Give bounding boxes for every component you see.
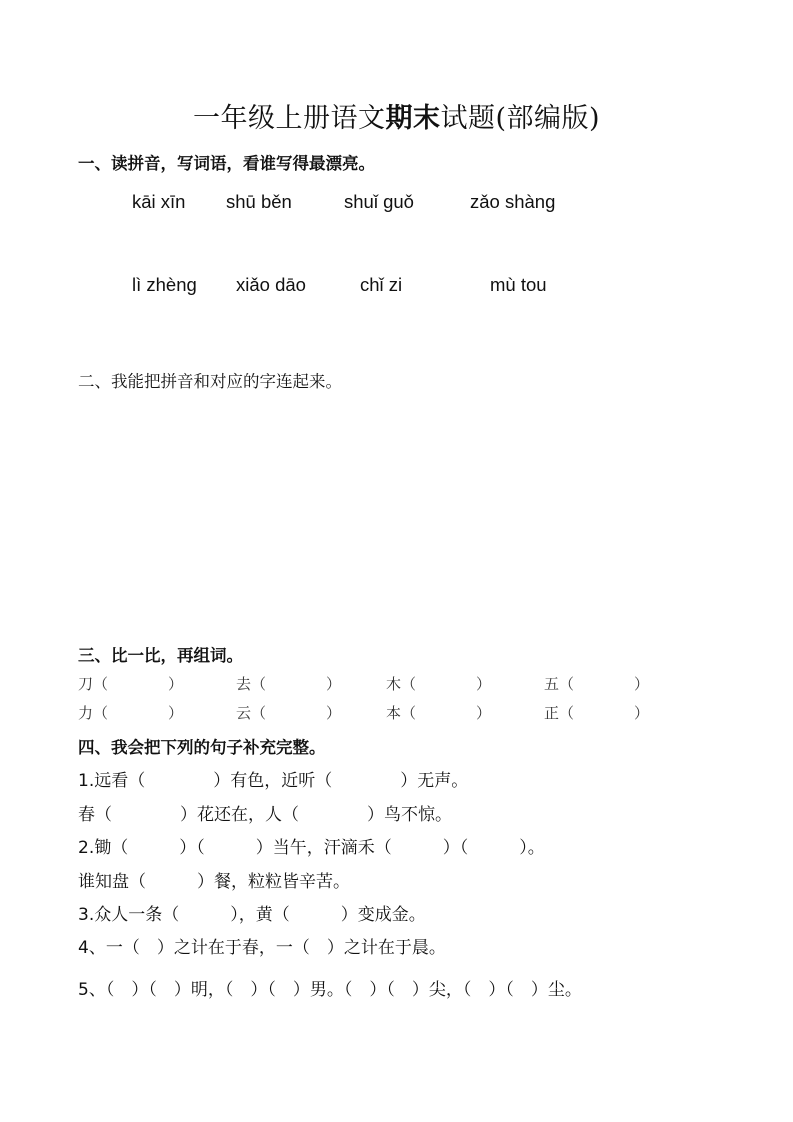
- fill-line-6: 4、一（ ）之计在于春，一（ ）之计在于晨。: [78, 938, 446, 958]
- fill-line-5: 3.众人一条（ ），黄（ ）变成金。: [78, 905, 426, 925]
- pinyin-shui-guo: shuǐ guǒ: [344, 191, 414, 212]
- pinyin-shu-ben: shū běn: [226, 191, 292, 212]
- section3-heading: 三、比一比，再组词。: [78, 646, 243, 665]
- fill-line-7: 5、（ ）（ ）明，（ ）（ ）男。（ ）（ ）尖，（ ）（ ）尘。: [78, 980, 582, 1000]
- pinyin-zao-shang: zǎo shàng: [470, 191, 556, 212]
- compare-item-ben: 本（ ）: [386, 704, 492, 722]
- compare-item-wu: 五（ ）: [544, 675, 650, 693]
- pinyin-kai-xin: kāi xīn: [132, 191, 186, 212]
- compare-item-yun: 云（ ）: [236, 704, 342, 722]
- pinyin-li-zheng: lì zhèng: [132, 274, 197, 295]
- pinyin-chi-zi: chǐ zi: [360, 274, 403, 295]
- compare-item-mu: 木（ ）: [386, 675, 492, 693]
- fill-line-2: 春（ ）花还在，人（ ）鸟不惊。: [78, 805, 452, 825]
- pinyin-xiao-dao: xiǎo dāo: [236, 274, 306, 295]
- compare-item-zheng: 正（ ）: [544, 704, 650, 722]
- title-part1: 一年级上册语文: [192, 103, 386, 134]
- fill-line-4: 谁知盘（ ）餐，粒粒皆辛苦。: [78, 872, 350, 892]
- section4-heading: 四、我会把下列的句子补充完整。: [78, 738, 326, 757]
- title-part3: 试题(部编版): [440, 103, 601, 134]
- compare-item-dao: 刀（ ）: [78, 675, 184, 693]
- compare-item-qu: 去（ ）: [236, 675, 342, 693]
- compare-item-li: 力（ ）: [78, 704, 184, 722]
- title-bold: 期末: [385, 103, 441, 134]
- fill-line-3: 2.锄（ ）（ ）当午，汗滴禾（ ）（ ）。: [78, 838, 545, 858]
- section2-heading: 二、我能把拼音和对应的字连起来。: [78, 372, 342, 391]
- fill-line-1: 1.远看（ ）有色，近听（ ）无声。: [78, 771, 469, 791]
- section1-heading: 一、读拼音，写词语，看谁写得最漂亮。: [78, 154, 375, 173]
- pinyin-mu-tou: mù tou: [490, 274, 547, 295]
- page-title: [0, 96, 793, 135]
